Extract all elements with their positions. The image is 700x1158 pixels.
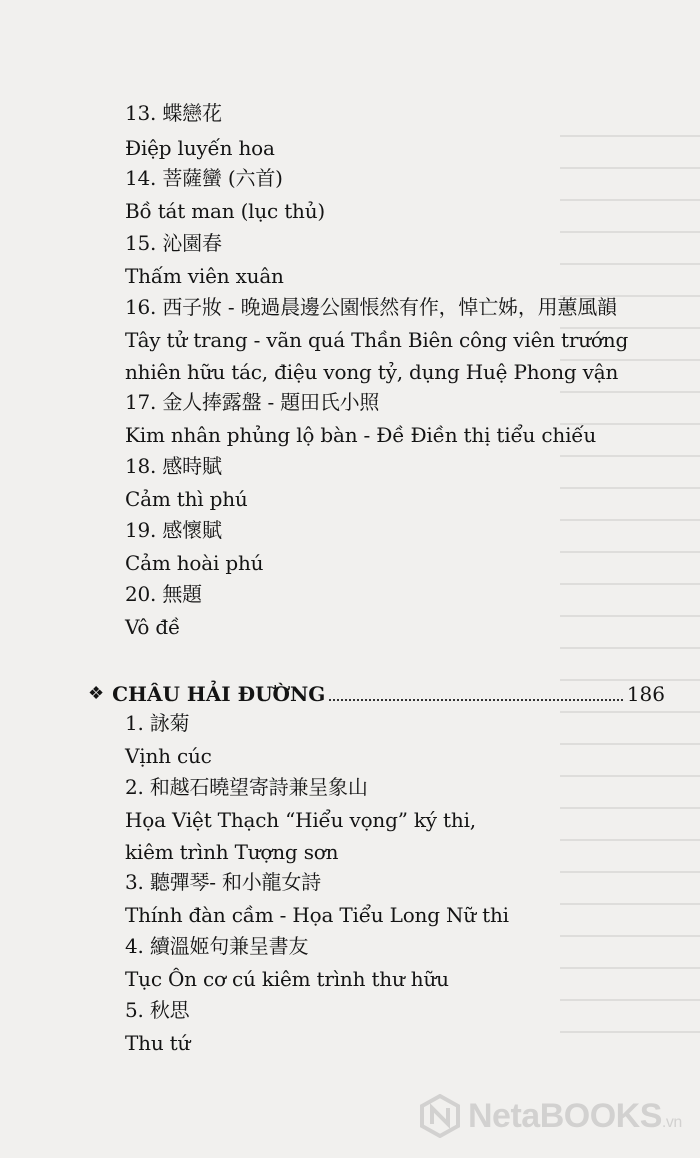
watermark	[418, 1088, 688, 1144]
entry-13-number: 13. 蝶戀花	[125, 101, 222, 125]
entry-15-number: 15. 沁園春	[125, 231, 222, 255]
entry-17-number: 17. 金人捧露盤 - 題田氏小照	[125, 390, 380, 414]
entry-16-number: 16. 西子妝 - 晚過晨邊公園悵然有作，悼亡姊，用蕙風韻	[125, 295, 617, 319]
entry-19-number: 19. 感懷賦	[125, 518, 222, 542]
entry-b1-number: 1. 詠菊	[125, 711, 190, 735]
entry-16-title: Tây tử trang - vãn quá Thần Biên công viên trướng	[125, 328, 629, 352]
entry-15-title: Thấm viên xuân	[125, 264, 284, 288]
entry-b2-number: 2. 和越石曉望寄詩兼呈象山	[125, 775, 368, 799]
dot-leader	[329, 699, 622, 701]
entry-17-title: Kim nhân phủng lộ bàn - Đề Điền thị tiểu chiếu	[125, 423, 597, 447]
entry-b4-number: 4. 續溫姬句兼呈書友	[125, 934, 309, 958]
entry-14-number: 14. 菩薩蠻 (六首)	[125, 166, 283, 190]
entry-b5-number: 5. 秋思	[125, 998, 190, 1022]
show-through-texture	[560, 135, 700, 1035]
entry-b4-title: Tục Ôn cơ cú kiêm trình thư hữu	[125, 967, 449, 991]
entry-b5-title: Thu tứ	[125, 1031, 191, 1055]
entry-18-title: Cảm thì phú	[125, 487, 248, 511]
entry-18-number: 18. 感時賦	[125, 454, 222, 478]
section-title: CHÂU HẢI ĐƯỜNG	[112, 682, 326, 706]
entry-b3-title: Thính đàn cầm - Họa Tiểu Long Nữ thi	[125, 903, 509, 927]
entry-16-title-continued: nhiên hữu tác, điệu vong tỷ, dụng Huệ Phong vận	[125, 360, 619, 384]
entry-14-title: Bồ tát man (lục thủ)	[125, 199, 326, 223]
netabooks-logo-icon	[418, 1094, 462, 1138]
entry-20-title: Vô đề	[125, 615, 181, 639]
section-heading	[88, 677, 665, 707]
diamond-bullet-icon: ❖	[88, 683, 105, 704]
entry-b1-title: Vịnh cúc	[125, 744, 212, 768]
entry-19-title: Cảm hoài phú	[125, 551, 264, 575]
entry-b3-number: 3. 聽彈琴- 和小龍女詩	[125, 870, 321, 894]
watermark-text: NetaBOOKS.vn	[468, 1096, 682, 1135]
entry-b2-title: Họa Việt Thạch “Hiểu vọng” ký thi,	[125, 808, 476, 832]
entry-13-title: Điệp luyến hoa	[125, 136, 275, 160]
entry-b2-title-continued: kiêm trình Tượng sơn	[125, 840, 339, 864]
section-page-number: 186	[626, 682, 665, 706]
entry-20-number: 20. 無題	[125, 582, 202, 606]
